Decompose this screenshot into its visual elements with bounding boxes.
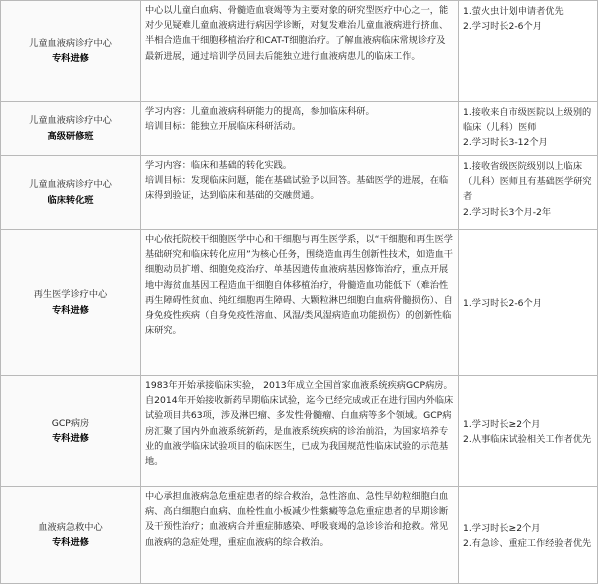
description-cell: [141, 376, 459, 487]
description-text: 中心承担血液病急危重症患者的综合救治，急性溶血、急性早幼粒细胞白血病、高白细胞白血病、血栓性血小板减少性紫癜等急危重症患者的早期诊断及干预性治疗；血液病合并重症肺感染、呼吸衰竭的急诊诊治和抢救。常见血液病的急症处理，重症血液病的综合救治。: [145, 491, 449, 548]
center-cell: [1, 376, 141, 487]
description-text: 1983年开始承接临床实验， 2013年成立全国首家血液系统疾病GCP病房。自2014年开始接收新药早期临床试验，迄今已经完成或正在进行国内外临床试验项目共63项，涉及淋巴瘤、多发性骨髓瘤、白血病等多个领域。GCP病房汇聚了国内外血液系统新药，是血液系统疾病的诊治前沿，为国家培养专业的血液学临床试验项目的临床医生，已成为我国规范性临床试验的示范基地。: [145, 380, 454, 468]
description-cell: [141, 156, 459, 230]
program-type: 专科进修: [52, 537, 89, 548]
requirement-item: 2.从事临床试验相关工作者优先: [463, 434, 592, 445]
requirements-cell: [459, 1, 598, 102]
center-cell: [1, 1, 141, 102]
description-text: 培训目标：能独立开展临床科研活动。: [145, 121, 302, 133]
requirement-item: 1.萤火虫计划申请者优先: [463, 6, 564, 17]
table-row: [1, 230, 598, 376]
description-text: 中心以儿童白血病、骨髓造血衰竭等为主要对象的研究型医疗中心之一，能对少见疑难儿童血液病进行病因学诊断，对复发难治儿童血液病进行挤血、半相合造血干细胞移植治疗和CAT-T细胞治疗。了解血液病临床常规诊疗及最新进展，通过培训学员回去后能独立进行血液病患儿的临床工作。: [145, 5, 449, 62]
description-text: 中心依托院校干细胞医学中心和干细胞与再生医学系，以“干细胞和再生医学基础研究和临床转化应用”为核心任务，围绕造血再生创新性技术，如造血干细胞动员扩增、细胞免疫治疗、单基因遗传血液病基因修饰治疗，重点开展地中海贫血基因工程造血干细胞自体移植治疗，骨髓造血功能低下（难治性再生障碍性贫血、纯红细胞再生障碍、大颗粒淋巴细胞白血病骨髓损伤）、自身免疫性疾病（自身免疫性溶血、风湿/类风湿病造血功能损伤）的创新性临床研究。: [145, 234, 453, 337]
requirements-cell: [459, 230, 598, 376]
description-text: 学习内容：儿童血液病科研能力的提高，参加临床科研。: [145, 106, 375, 117]
requirement-item: 2.学习时长2-6个月: [463, 21, 542, 33]
table-row: [1, 487, 598, 584]
program-type: 临床转化班: [47, 194, 94, 206]
description-cell: [141, 1, 459, 102]
center-cell: [1, 102, 141, 156]
center-name: 儿童血液病诊疗中心: [29, 179, 112, 191]
requirement-item: 1.接收省级医院级别以上临床（儿科）医师且有基础医学研究者: [463, 161, 592, 203]
description-cell: [141, 487, 459, 584]
requirement-item: 1.学习时长≥2个月: [463, 522, 541, 534]
requirement-item: 1.学习时长2-6个月: [463, 297, 542, 309]
requirement-item: 2.学习时长3-12个月: [463, 137, 548, 149]
description-cell: [141, 230, 459, 376]
requirements-cell: [459, 487, 598, 584]
table-row: [1, 376, 598, 487]
description-text: 学习内容：临床和基础的转化实践。: [145, 160, 292, 171]
requirement-item: 2.有急诊、重症工作经验者优先: [463, 538, 592, 549]
description-cell: [141, 102, 459, 156]
table-row: [1, 156, 598, 230]
requirement-item: 1.学习时长≥2个月: [463, 418, 541, 430]
center-cell: [1, 230, 141, 376]
requirements-cell: [459, 376, 598, 487]
program-type: 专科进修: [52, 53, 89, 64]
center-name: 再生医学诊疗中心: [33, 289, 108, 301]
center-name: 血液病急救中心: [38, 521, 103, 533]
center-name: GCP病房: [51, 417, 90, 429]
center-cell: [1, 156, 141, 230]
program-type: 专科进修: [52, 433, 89, 444]
requirement-item: 2.学习时长3个月-2年: [463, 206, 552, 218]
table-row: [1, 102, 598, 156]
requirements-cell: [459, 156, 598, 230]
requirement-item: 1.接收来自市级医院以上级别的临床（儿科）医师: [463, 107, 592, 134]
center-name: 儿童血液病诊疗中心: [29, 115, 112, 127]
program-type: 专科进修: [52, 304, 89, 316]
program-type: 高级研修班: [47, 130, 94, 142]
requirements-cell: [459, 102, 598, 156]
description-text: 培训目标：发现临床问题，能在基础试验予以回答。基础医学的进展，在临床得到验证，达到临床和基础的交融贯通。: [145, 175, 449, 202]
center-name: 儿童血液病诊疗中心: [29, 37, 112, 49]
table-row: [1, 1, 598, 102]
center-cell: [1, 487, 141, 584]
